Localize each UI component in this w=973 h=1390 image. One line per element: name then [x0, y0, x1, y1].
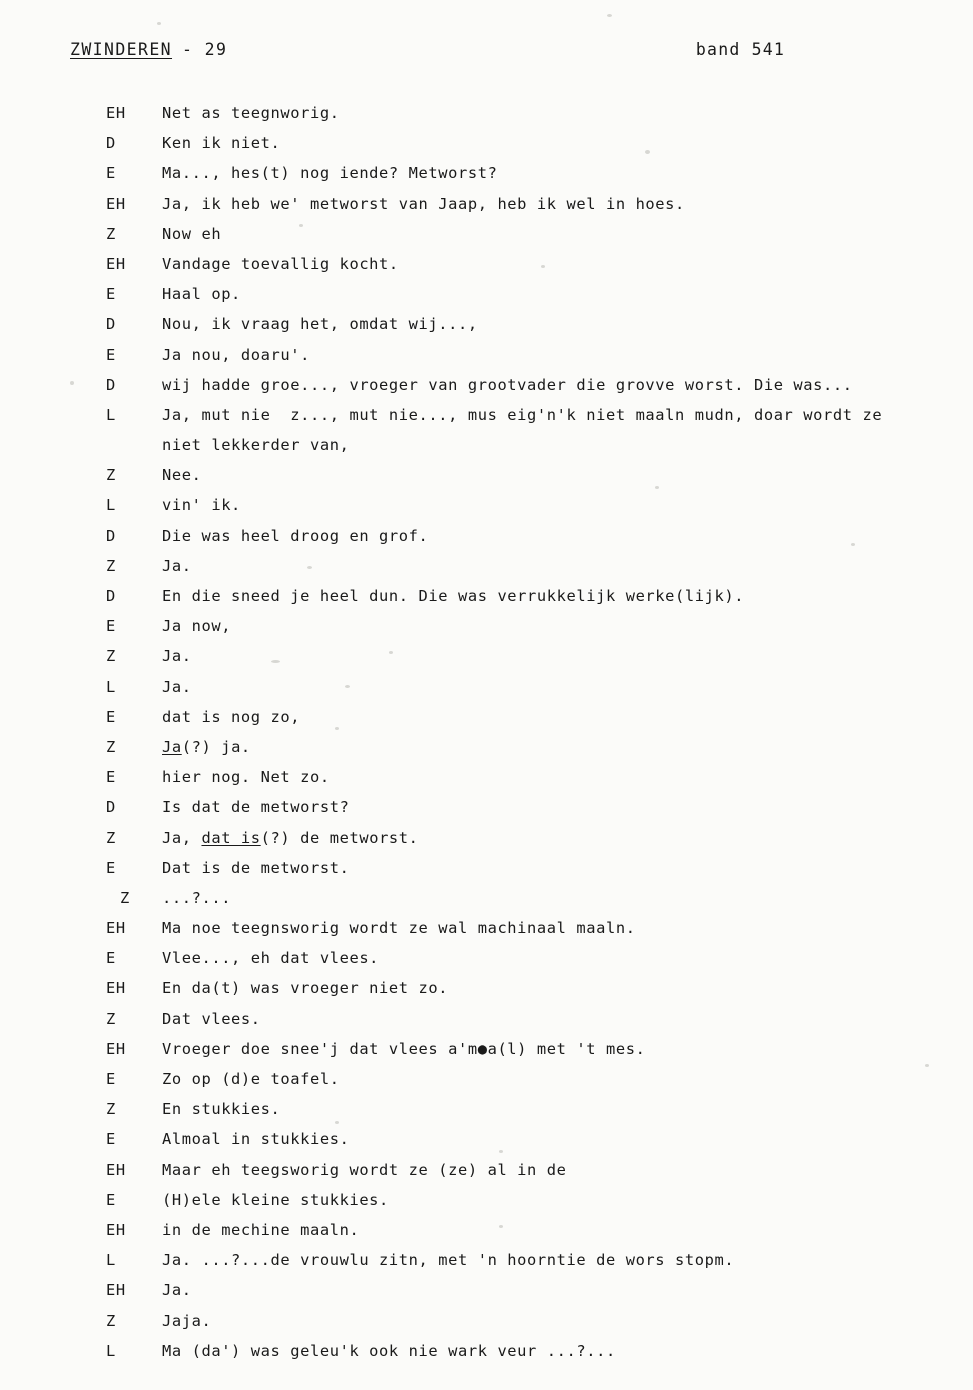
utterance-text: Ja. — [162, 677, 192, 696]
transcript-body — [106, 104, 933, 1372]
utterance-text: Dat is de metworst. — [162, 858, 350, 877]
transcript-line — [106, 1221, 933, 1251]
utterance-text: Die was heel droog en grof. — [162, 526, 429, 545]
utterance-text: Ja now, — [162, 617, 232, 636]
transcript-line — [106, 859, 933, 889]
band-label: band 541 — [695, 40, 785, 59]
speaker-label: D — [106, 315, 116, 334]
utterance-text: vin' ik. — [162, 496, 241, 515]
utterance-text: Ja. ...?...de vrouwlu zitn, met 'n hoorntie de wors stopm. — [162, 1251, 735, 1270]
speaker-label: L — [106, 1251, 116, 1270]
speaker-label: E — [106, 1070, 116, 1088]
utterance-text: Ja, mut nie z..., mut nie..., mus eig'n'k niet maaln mudn, doar wordt ze — [162, 405, 883, 424]
transcript-line — [106, 798, 933, 828]
transcript-line — [106, 919, 933, 949]
utterance-text: in de mechine maaln. — [162, 1220, 360, 1239]
transcript-line — [106, 617, 933, 647]
transcript-continuation-line — [106, 436, 933, 466]
transcript-line — [106, 225, 933, 255]
utterance-text: dat is nog zo, — [162, 707, 301, 726]
speaker-label: E — [106, 1130, 116, 1149]
transcript-line — [106, 376, 933, 406]
transcript-line — [106, 164, 933, 194]
transcript-line — [106, 949, 933, 979]
utterance-text: Ja nou, doaru'. — [162, 345, 310, 364]
transcript-line — [106, 647, 933, 677]
speaker-label: EH — [106, 254, 126, 273]
speaker-label: Z — [106, 647, 116, 666]
transcript-line — [106, 738, 933, 768]
speaker-label: D — [106, 134, 116, 153]
utterance-text: Vroeger doe snee'j dat vlees a'm●а(l) met 't mes. — [162, 1039, 646, 1058]
speaker-label: Z — [106, 737, 116, 756]
speaker-label: E — [106, 858, 116, 877]
speaker-label: D — [106, 587, 116, 605]
speaker-label: Z — [106, 466, 116, 485]
utterance-text: wij hadde groe..., vroeger van grootvader die grovve worst. Die was... — [162, 375, 853, 394]
transcript-line — [106, 1312, 933, 1342]
utterance-text: Nou, ik vraag het, omdat wij..., — [162, 315, 478, 334]
transcript-line — [106, 557, 933, 587]
utterance-text: Is dat de metworst? — [162, 798, 350, 817]
transcript-line — [106, 134, 933, 164]
speaker-label: D — [106, 798, 116, 817]
scan-speckle — [157, 22, 161, 25]
transcript-line — [106, 315, 933, 345]
speaker-label: EH — [106, 1160, 126, 1179]
utterance-text: Vlee..., eh dat vlees. — [162, 949, 380, 968]
speaker-label: EH — [106, 1281, 126, 1300]
transcript-line — [106, 527, 933, 557]
utterance-text: Net as teegnworig. — [162, 104, 340, 122]
speaker-label: EH — [106, 194, 126, 213]
speaker-label: E — [106, 164, 116, 183]
speaker-label: Z — [106, 1009, 116, 1028]
header-left — [70, 40, 227, 59]
utterance-text: Ja(?) ja. — [162, 737, 251, 756]
speaker-label: EH — [106, 1039, 126, 1058]
utterance-text: Ken ik niet. — [162, 134, 281, 153]
transcript-line — [106, 1010, 933, 1040]
speaker-label: EH — [106, 919, 126, 938]
speaker-label: E — [106, 949, 116, 968]
transcript-line — [106, 768, 933, 798]
utterance-text: Nee. — [162, 466, 202, 485]
page-number: - 29 — [182, 40, 228, 59]
speaker-label: EH — [106, 104, 126, 122]
speaker-label: E — [106, 768, 116, 787]
page-header — [70, 40, 903, 66]
utterance-text: Maar eh teegsworig wordt ze (ze) al in de — [162, 1160, 567, 1179]
transcript-line — [106, 1251, 933, 1281]
utterance-text: Ja. — [162, 647, 192, 666]
transcript-line — [106, 1161, 933, 1191]
speaker-label: E — [106, 285, 116, 304]
utterance-text: Ma noe teegnsworig wordt ze wal machinaal maaln. — [162, 919, 636, 938]
speaker-label: Z — [106, 828, 116, 847]
underlined-fragment: Ja — [162, 737, 182, 756]
speaker-label: L — [106, 405, 116, 424]
speaker-label: Z — [106, 224, 116, 243]
transcript-line — [106, 1342, 933, 1372]
speaker-label: D — [106, 526, 116, 545]
utterance-text: Zo op (d)e toafel. — [162, 1070, 340, 1088]
utterance-text: hier nog. Net zo. — [162, 768, 330, 787]
underlined-fragment: dat is — [201, 828, 261, 847]
utterance-text: Ja, dat is(?) de metworst. — [162, 828, 419, 847]
transcript-line — [106, 1070, 933, 1100]
transcript-line — [106, 587, 933, 617]
transcript-line — [106, 466, 933, 496]
transcript-line — [106, 1130, 933, 1160]
utterance-text: Vandage toevallig kocht. — [162, 254, 399, 273]
utterance-text: Almoal in stukkies. — [162, 1130, 350, 1149]
speaker-label: E — [106, 1190, 116, 1209]
transcript-line — [106, 979, 933, 1009]
speaker-label: E — [106, 707, 116, 726]
transcript-line — [106, 104, 933, 134]
scan-speckle — [607, 14, 612, 17]
utterance-text: Now eh — [162, 224, 222, 243]
speaker-label: Z — [106, 556, 116, 575]
transcript-line — [106, 1281, 933, 1311]
speaker-label: Z — [120, 888, 130, 907]
scan-speckle — [70, 381, 74, 385]
transcript-line — [106, 346, 933, 376]
utterance-text: En da(t) was vroeger niet zo. — [162, 979, 449, 998]
utterance-text: Dat vlees. — [162, 1009, 261, 1028]
transcript-line — [106, 496, 933, 526]
utterance-text: Ja. — [162, 1281, 192, 1300]
utterance-text: Haal op. — [162, 285, 241, 304]
transcript-line — [106, 1100, 933, 1130]
transcript-line — [106, 195, 933, 225]
document-id: ZWINDEREN — [70, 40, 173, 59]
transcript-line — [106, 255, 933, 285]
transcript-line — [106, 285, 933, 315]
speaker-label: EH — [106, 1220, 126, 1239]
speaker-label: L — [106, 677, 116, 696]
speaker-label: D — [106, 375, 116, 394]
utterance-text: Ma..., hes(t) nog iende? Metworst? — [162, 164, 498, 183]
speaker-label: L — [106, 1341, 116, 1360]
utterance-text: Ma (da') was geleu'k ook nie wark veur ...?... — [162, 1341, 616, 1360]
utterance-text: Ja. — [162, 556, 192, 575]
speaker-label: E — [106, 617, 116, 636]
transcript-line — [106, 829, 933, 859]
speaker-label: Z — [106, 1100, 116, 1119]
transcript-line — [106, 889, 933, 919]
utterance-text: (H)ele kleine stukkies. — [162, 1190, 389, 1209]
speaker-label: L — [106, 496, 116, 515]
utterance-text: En stukkies. — [162, 1100, 281, 1119]
utterance-text: En die sneed je heel dun. Die was verrukkelijk werke(lijk). — [162, 587, 745, 605]
speaker-label: E — [106, 345, 116, 364]
utterance-text: ...?... — [162, 888, 232, 907]
transcript-line — [106, 1040, 933, 1070]
transcript-line — [106, 406, 933, 436]
speaker-label: EH — [106, 979, 126, 998]
transcript-line — [106, 708, 933, 738]
transcript-line — [106, 1191, 933, 1221]
utterance-text: niet lekkerder van, — [162, 436, 350, 455]
speaker-label: Z — [106, 1311, 116, 1330]
utterance-text: Ja, ik heb we' metworst van Jaap, heb ik wel in hoes. — [162, 194, 685, 213]
utterance-text: Jaja. — [162, 1311, 212, 1330]
transcript-line — [106, 678, 933, 708]
